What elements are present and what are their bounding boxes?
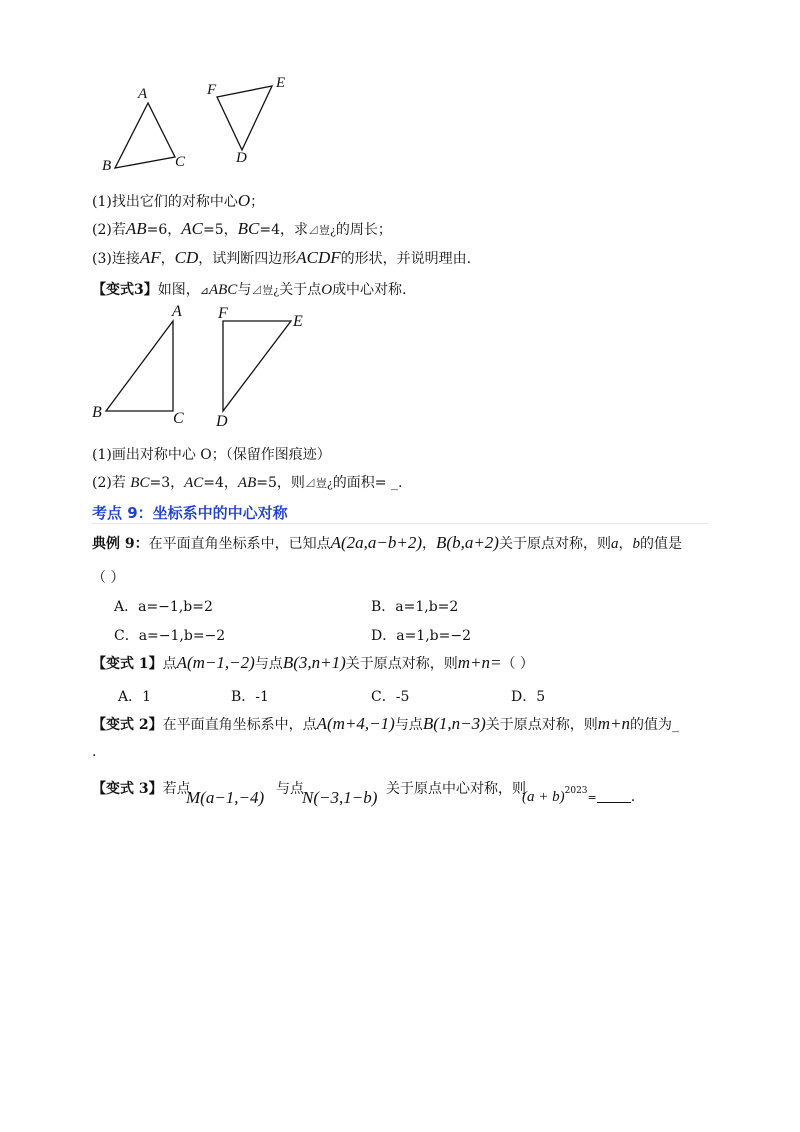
example9-text3: 的值是	[639, 536, 682, 552]
example9-option-d: D．a=1,b=−2	[371, 628, 471, 644]
q2-part2-bc-val: =3，	[149, 475, 185, 491]
figure-2-triangles	[0, 0, 800, 430]
example9-option-a: A．a=−1,b=2	[114, 599, 213, 615]
variant2-text1: 在平面直角坐标系中，点	[162, 717, 317, 733]
q1-part2-bc-val: =4，求	[259, 222, 309, 238]
variant1-text3: 关于原点对称，则	[345, 656, 458, 672]
label-b: B	[102, 158, 112, 174]
variant3b-text1: 若点	[162, 781, 191, 797]
variant1-expr: m+n=	[457, 653, 502, 672]
variant2-text3: 关于原点对称，则	[485, 717, 598, 733]
variant3a-abc: ABC	[208, 282, 238, 298]
q1-part2-ac: AC	[181, 219, 203, 238]
q1-part3-end: 的形状，并说明理由.	[340, 251, 472, 267]
q2-part2-ab-val: =5，则	[256, 475, 305, 491]
example9-tag: 典例 9：	[92, 536, 149, 552]
variant3b-answer-blank	[597, 792, 631, 803]
variant2-point-a: A(m+4,−1)	[316, 714, 395, 733]
variant3b-expr-text: (a + b)	[522, 789, 565, 805]
q1-part3-sep: ，	[160, 251, 175, 267]
fig2-label-d: D	[216, 413, 228, 430]
variant1-option-c: C．-5	[371, 689, 410, 705]
label-d: D	[236, 150, 247, 166]
q1-part3-acdf: ACDF	[296, 248, 341, 267]
variant3a-text4: 成中心对称.	[332, 282, 407, 298]
fig2-label-b: B	[92, 404, 102, 421]
q1-part2-ac-val: =5，	[203, 222, 238, 238]
label-a: A	[138, 86, 148, 102]
section-divider	[92, 523, 708, 524]
example9-option-c: C．a=−1,b=−2	[114, 628, 226, 644]
q1-part2-prefix: (2)若	[92, 222, 126, 238]
variant1-paren: （ ）	[501, 656, 534, 672]
variant2-expr: m+n	[597, 714, 630, 733]
variant3a-text2: 与	[237, 282, 252, 298]
fig2-label-f: F	[218, 305, 228, 322]
q1-part3-prefix: (3)连接	[92, 251, 140, 267]
variant3b-point-m	[186, 788, 264, 808]
variant3b-eq: =	[587, 791, 597, 804]
example9-var-a: a	[610, 536, 619, 552]
variant3a-o: O	[321, 282, 333, 298]
variant2-point-b: B(1,n−3)	[422, 714, 486, 733]
q2-part2-ac-val: =4，	[203, 475, 238, 491]
variant1-option-d: D．5	[511, 689, 546, 705]
triangle-abc-2	[106, 321, 173, 411]
fig2-label-a: A	[172, 303, 182, 320]
q1-part2-bc: BC	[237, 219, 260, 238]
variant3b-point-m-text: M(a−1,−4)	[186, 788, 265, 807]
variant3b-period: .	[630, 789, 636, 805]
variant3b-stem	[92, 778, 191, 798]
q2-part1: (1)画出对称中心 O；（保留作图痕迹）	[92, 447, 331, 463]
q2-part2-end: 的面积= _.	[332, 475, 403, 491]
variant1-text1: 点	[162, 656, 177, 672]
fig2-label-e: E	[293, 313, 303, 330]
variant1-point-a: A(m−1,−2)	[176, 653, 255, 672]
q2-part2-prefix: (2)若	[92, 475, 126, 491]
label-f: F	[207, 82, 217, 98]
variant1-stem	[92, 653, 534, 673]
variant3b-expr	[522, 786, 635, 806]
example9-var-b: b	[632, 536, 640, 552]
example9-stem: 典例 9：在平面直角坐标系中，已知点A(2a,a−b+2)，B(b,a+2)关于原点对称，则a，b的值是	[92, 533, 682, 552]
label-e: E	[276, 75, 286, 91]
q1-part2-ab: AB	[125, 219, 147, 238]
variant3b-exponent: 2023	[564, 786, 588, 796]
label-c: C	[175, 154, 186, 170]
variant3a-text1: 如图，	[157, 282, 200, 298]
q1-part1-text: (1)找出它们的对称中心	[92, 194, 238, 210]
variant3a-text3: 关于点	[279, 282, 322, 298]
example9-text2: 关于原点对称，则	[498, 536, 611, 552]
triangle-def-2	[223, 321, 291, 411]
variant3b-text3: 关于原点中心对称，则	[386, 781, 526, 797]
variant1-text2: 与点	[254, 656, 283, 672]
variant1-point-b: B(3,n+1)	[282, 653, 346, 672]
section-title: 考点 9：坐标系中的中心对称	[92, 504, 288, 522]
q2-part2-triangle: ⊿豈¿	[304, 477, 333, 490]
variant1-tag: 【变式 1】	[92, 656, 163, 672]
q2-part2	[92, 472, 402, 492]
variant3b-point-n	[302, 788, 377, 808]
variant1-option-b: B．-1	[231, 689, 269, 705]
variant2-text4: 的值为_	[630, 717, 679, 733]
q1-part2-ab-val: =6，	[146, 222, 182, 238]
q1-part2-triangle: ⊿豈¿	[308, 224, 336, 237]
variant2-stem	[92, 714, 679, 734]
example9-option-b: B．a=1,b=2	[371, 599, 459, 615]
example9-comma: ，	[422, 536, 437, 552]
q1-part3-mid: ，试判断四边形	[198, 251, 297, 267]
q1-part3-af: AF	[139, 248, 161, 267]
variant3b-point-n-text: N(−3,1−b)	[302, 788, 378, 807]
q1-part1-end: ；	[250, 194, 265, 210]
variant2-tag: 【变式 2】	[92, 717, 163, 733]
variant2-period: .	[92, 744, 97, 760]
variant3a-tri1: ⊿	[199, 284, 209, 297]
variant3b-text2: 与点	[276, 781, 304, 797]
q2-part2-bc: BC	[130, 475, 150, 491]
q2-part2-ac: AC	[184, 475, 204, 491]
q1-part1-var: O	[237, 191, 251, 210]
fig2-label-c: C	[173, 410, 184, 427]
variant3b-tag: 【变式 3】	[92, 781, 163, 797]
q2-part2-ab: AB	[237, 475, 257, 491]
variant3a-tri2: ⊿豈¿	[251, 284, 280, 297]
variant2-text2: 与点	[394, 717, 423, 733]
variant1-option-a: A．1	[118, 689, 152, 705]
example9-point-b: B(b,a+2)	[436, 533, 499, 552]
q1-part3-cd: CD	[174, 248, 199, 267]
example9-text1: 在平面直角坐标系中，已知点	[148, 536, 331, 552]
example9-answer-paren: （ ）	[92, 570, 125, 586]
q1-part2-end: 的周长；	[335, 222, 392, 238]
variant3a-tag: 【变式3】	[92, 282, 158, 298]
example9-point-a: A(2a,a−b+2)	[330, 533, 423, 552]
